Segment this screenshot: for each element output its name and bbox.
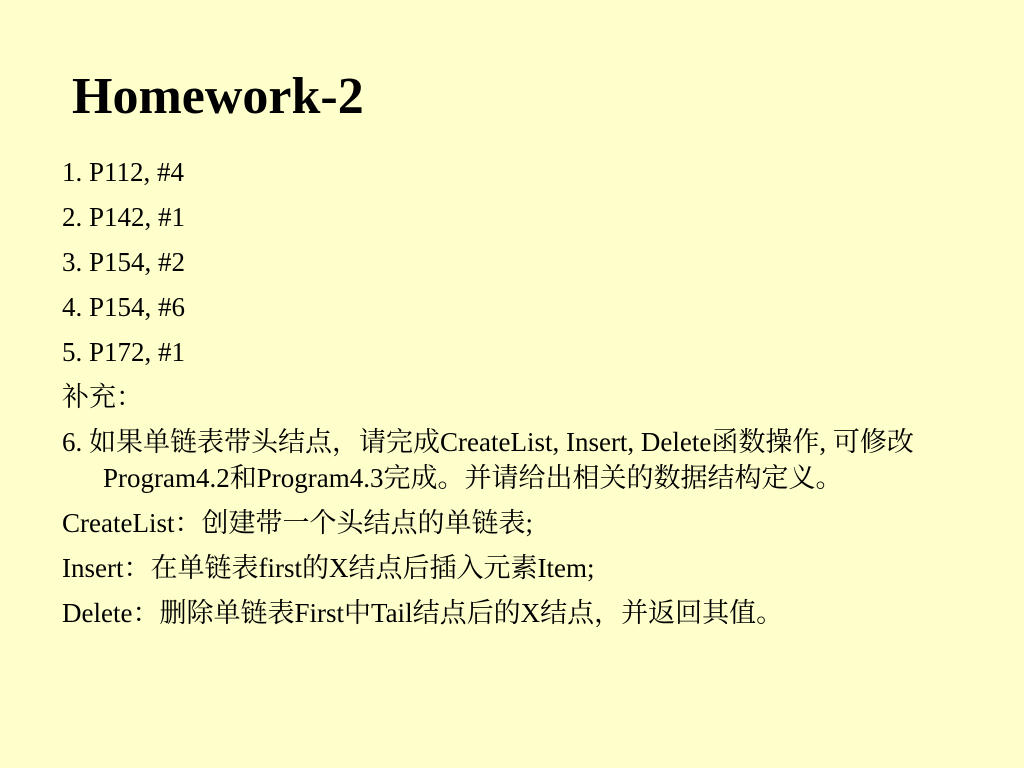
homework-item-5: 5. P172, #1 bbox=[62, 337, 186, 367]
homework-item-4: 4. P154, #6 bbox=[62, 292, 186, 322]
homework-item-6: 6. 如果单链表带头结点，请完成CreateList, Insert, Delete函数操作, 可修改Program4.2和Program4.3完成。并请给出相关的数据结构定义。 bbox=[62, 427, 914, 493]
slide-title: Homework-2 bbox=[72, 68, 364, 125]
delete-description: Delete：删除单链表First中Tail结点后的X结点，并返回其值。 bbox=[62, 598, 784, 628]
insert-description: Insert：在单链表first的X结点后插入元素Item; bbox=[62, 553, 595, 583]
homework-item-3: 3. P154, #2 bbox=[62, 247, 186, 277]
homework-item-1: 1. P112, #4 bbox=[62, 157, 185, 187]
slide-body bbox=[62, 154, 942, 640]
homework-item-2: 2. P142, #1 bbox=[62, 202, 186, 232]
supplement-heading: 补充： bbox=[62, 382, 143, 412]
createlist-description: CreateList：创建带一个头结点的单链表; bbox=[62, 508, 533, 538]
